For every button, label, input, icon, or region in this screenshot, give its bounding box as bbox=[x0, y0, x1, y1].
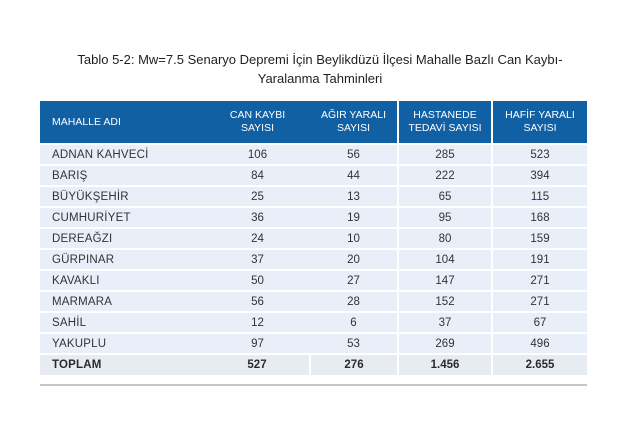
cell-hastanede: 285 bbox=[398, 144, 492, 165]
cell-agir-yarali: 27 bbox=[310, 270, 398, 291]
cell-hafif-yarali: 394 bbox=[492, 165, 587, 186]
cell-hafif-yarali: 159 bbox=[492, 228, 587, 249]
cell-hastanede: 222 bbox=[398, 165, 492, 186]
cell-can-kaybi: 24 bbox=[205, 228, 310, 249]
bottom-rule bbox=[40, 384, 587, 386]
cell-can-kaybi: 84 bbox=[205, 165, 310, 186]
row-name: MARMARA bbox=[40, 291, 205, 312]
table-row bbox=[40, 291, 587, 312]
cell-agir-yarali: 53 bbox=[310, 333, 398, 354]
cell-hastanede: 65 bbox=[398, 186, 492, 207]
cell-hastanede: 269 bbox=[398, 333, 492, 354]
cell-hafif-yarali: 523 bbox=[492, 144, 587, 165]
cell-hafif-yarali: 115 bbox=[492, 186, 587, 207]
cell-hastanede: 80 bbox=[398, 228, 492, 249]
total-agir-yarali: 276 bbox=[310, 354, 398, 375]
table-caption bbox=[40, 0, 600, 88]
cell-can-kaybi: 56 bbox=[205, 291, 310, 312]
cell-can-kaybi: 25 bbox=[205, 186, 310, 207]
cell-agir-yarali: 10 bbox=[310, 228, 398, 249]
cell-hafif-yarali: 271 bbox=[492, 270, 587, 291]
cell-agir-yarali: 28 bbox=[310, 291, 398, 312]
cell-hastanede: 152 bbox=[398, 291, 492, 312]
cell-hastanede: 104 bbox=[398, 249, 492, 270]
col-header-hastanede-tedavi: HASTANEDE TEDAVİ SAYISI bbox=[398, 101, 492, 144]
total-hastanede: 1.456 bbox=[398, 354, 492, 375]
table-row bbox=[40, 144, 587, 165]
cell-agir-yarali: 19 bbox=[310, 207, 398, 228]
cell-can-kaybi: 50 bbox=[205, 270, 310, 291]
cell-agir-yarali: 20 bbox=[310, 249, 398, 270]
row-name: SAHİL bbox=[40, 312, 205, 333]
col-header-can-kaybi: CAN KAYBI SAYISI bbox=[205, 101, 310, 144]
row-name: GÜRPINAR bbox=[40, 249, 205, 270]
cell-can-kaybi: 97 bbox=[205, 333, 310, 354]
cell-agir-yarali: 13 bbox=[310, 186, 398, 207]
table-row bbox=[40, 186, 587, 207]
caption-line-1: Tablo 5-2: Mw=7.5 Senaryo Depremi İçin Beylikdüzü İlçesi Mahalle Bazlı Can Kaybı- bbox=[77, 52, 563, 67]
cell-hafif-yarali: 168 bbox=[492, 207, 587, 228]
table-row bbox=[40, 228, 587, 249]
table-row bbox=[40, 333, 587, 354]
table-row bbox=[40, 249, 587, 270]
table-total-row bbox=[40, 354, 587, 375]
row-name: YAKUPLU bbox=[40, 333, 205, 354]
cell-hafif-yarali: 271 bbox=[492, 291, 587, 312]
cell-can-kaybi: 36 bbox=[205, 207, 310, 228]
cell-can-kaybi: 106 bbox=[205, 144, 310, 165]
row-name: DEREAĞZI bbox=[40, 228, 205, 249]
row-name: ADNAN KAHVECİ bbox=[40, 144, 205, 165]
row-name: CUMHURİYET bbox=[40, 207, 205, 228]
cell-hafif-yarali: 67 bbox=[492, 312, 587, 333]
row-name: BÜYÜKŞEHİR bbox=[40, 186, 205, 207]
cell-hastanede: 95 bbox=[398, 207, 492, 228]
total-hafif-yarali: 2.655 bbox=[492, 354, 587, 375]
cell-hastanede: 37 bbox=[398, 312, 492, 333]
cell-can-kaybi: 37 bbox=[205, 249, 310, 270]
table-row bbox=[40, 270, 587, 291]
table-row bbox=[40, 207, 587, 228]
col-header-agir-yarali: AĞIR YARALI SAYISI bbox=[310, 101, 398, 144]
table-header-row bbox=[40, 101, 587, 144]
col-header-mahalle-adi: MAHALLE ADI bbox=[40, 101, 205, 144]
cell-can-kaybi: 12 bbox=[205, 312, 310, 333]
row-name: KAVAKLI bbox=[40, 270, 205, 291]
cell-hafif-yarali: 496 bbox=[492, 333, 587, 354]
total-label: TOPLAM bbox=[40, 354, 205, 375]
table-row bbox=[40, 312, 587, 333]
cell-hafif-yarali: 191 bbox=[492, 249, 587, 270]
row-name: BARIŞ bbox=[40, 165, 205, 186]
cell-hastanede: 147 bbox=[398, 270, 492, 291]
total-can-kaybi: 527 bbox=[205, 354, 310, 375]
cell-agir-yarali: 6 bbox=[310, 312, 398, 333]
caption-line-2: Yaralanma Tahminleri bbox=[257, 71, 383, 86]
col-header-hafif-yarali: HAFİF YARALI SAYISI bbox=[492, 101, 587, 144]
cell-agir-yarali: 56 bbox=[310, 144, 398, 165]
cell-agir-yarali: 44 bbox=[310, 165, 398, 186]
table-row bbox=[40, 165, 587, 186]
casualty-table bbox=[40, 101, 587, 375]
